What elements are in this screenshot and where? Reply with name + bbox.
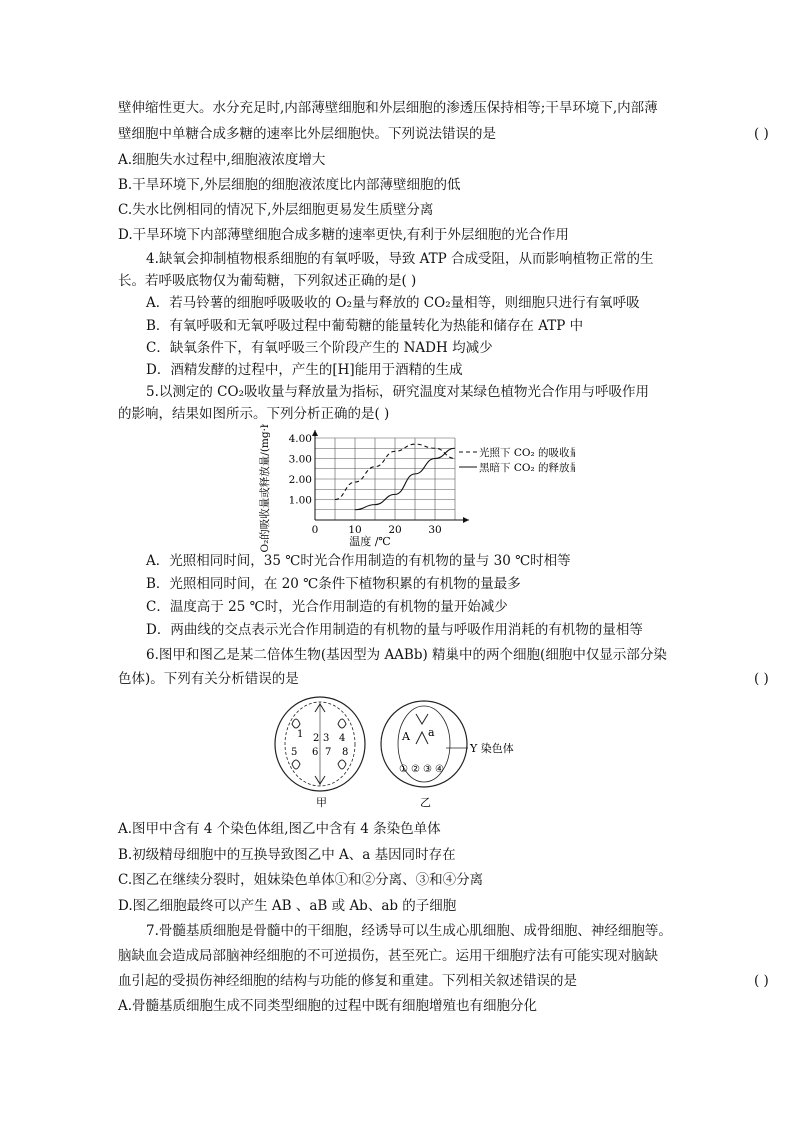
label-yi: 乙 (420, 796, 431, 809)
q7-stem-3 (118, 971, 769, 991)
chart-svg (255, 424, 575, 552)
q5-option-d: D．两曲线的交点表示光合作用制造的有机物的量与呼吸作用消耗的有机物的量相等 (146, 622, 643, 638)
x-axis-arrow (463, 517, 469, 523)
answer-paren: ( ) (754, 671, 769, 687)
q5-option-a: A．光照相同时间，35 ℃时光合作用制造的有机物的量与 30 ℃时相等 (146, 553, 571, 569)
q7-question: 血引起的受损伤神经细胞的结构与功能的修复和重建。下列相关叙述错误的是 (118, 973, 577, 989)
y-axis-arrow (312, 430, 318, 436)
q5-stem-1: 5.以测定的 CO₂吸收量与释放量为指标，研究温度对某绿色植物光合作用与呼吸作用 (146, 384, 649, 400)
q6-question: 色体)。下列有关分析错误的是 (118, 671, 299, 687)
y-tick-label: 1.00 (288, 494, 312, 507)
chromosome-number: 7 (325, 747, 332, 758)
cell-jia (275, 697, 365, 809)
q6-option-b: B.初级精母细胞中的互换导致图乙中 A、a 基因同时存在 (118, 847, 456, 863)
chromosome-number: 3 (323, 733, 330, 744)
q7-option-a: A.骨髓基质细胞生成不同类型细胞的过程中既有细胞增殖也有细胞分化 (118, 998, 538, 1014)
chart-xlabel: 温度 /℃ (349, 535, 391, 548)
chart-axes (312, 430, 469, 523)
x-tick-label: 0 (311, 524, 319, 536)
q5-option-c: C．温度高于 25 ℃时，光合作用制造的有机物的量开始减少 (146, 599, 508, 615)
chromosome-jia (338, 719, 346, 728)
q6-option-a: A.图甲中含有 4 个染色体组,图乙中含有 4 条染色单体 (118, 821, 441, 837)
q6-stem-1: 6.图甲和图乙是某二倍体生物(基因型为 AABb) 精巢中的两个细胞(细胞中仅显示部分染 (146, 647, 667, 663)
chromosome-jia (292, 719, 300, 728)
q6-stem-2 (118, 669, 769, 689)
y-tick-label: 2.00 (288, 474, 312, 486)
cell-diagrams (270, 692, 540, 816)
y-chromosome-label: Y 染色体 (470, 742, 514, 755)
x-tick-label: 30 (428, 524, 442, 536)
intro-line-1: 壁伸缩性更大。水分充足时,内部薄壁细胞和外层细胞的渗透压保持相等;干旱环境下,内部薄 (118, 100, 658, 116)
chromatid-number: ③ (423, 764, 432, 775)
chromatid-number: ① (399, 764, 408, 775)
q6-option-d: D.图乙细胞最终可以产生 AB 、aB 或 Ab、ab 的子细胞 (118, 898, 457, 914)
chromosome-number: 4 (339, 733, 346, 744)
chromosome-number: 1 (297, 729, 304, 740)
intro-option-c: C.失水比例相同的情况下,外层细胞更易发生质壁分离 (118, 202, 434, 218)
chromosome-jia (338, 760, 346, 769)
chromosome-number: 5 (291, 747, 298, 758)
q4-option-a: A．若马铃薯的细胞呼吸吸收的 O₂量与释放的 CO₂量相等，则细胞只进行有氧呼吸 (146, 295, 640, 311)
q4-option-c: C．缺氧条件下，有氧呼吸三个阶段产生的 NADH 均减少 (146, 340, 493, 356)
intro-option-a: A.细胞失水过程中,细胞液浓度增大 (118, 152, 326, 168)
chromosome-yi (416, 714, 428, 744)
q6-option-c: C.图乙在继续分裂时，姐妹染色单体①和②分离、③和④分离 (118, 872, 484, 888)
q7-stem-1: 7.骨髓基质细胞是骨髓中的干细胞，经诱导可以生成心肌细胞、成骨细胞、神经细胞等。 (146, 923, 672, 939)
chromosome-number: 8 (342, 747, 349, 758)
legend-label: 光照下 CO₂ 的吸收量 (479, 447, 575, 459)
cell-yi (381, 701, 514, 809)
q5-option-b: B．光照相同时间，在 20 ℃条件下植物积累的有机物的量最多 (146, 576, 521, 592)
y-tick-label: 4.00 (288, 433, 312, 445)
q7-stem-2: 脑缺血会造成局部脑神经细胞的不可逆损伤，甚至死亡。运用干细胞疗法有可能实现对脑缺 (118, 948, 658, 964)
co2-temperature-chart (255, 424, 575, 556)
intro-line-2 (118, 124, 769, 144)
legend-label: 黑暗下 CO₂ 的释放量 (479, 462, 575, 474)
answer-paren: ( ) (754, 973, 769, 989)
chromosome-jia (292, 760, 300, 769)
cell-diagrams-svg (270, 692, 540, 812)
q4-option-b: B．有氧呼吸和无氧呼吸过程中葡萄糖的能量转化为热能和储存在 ATP 中 (146, 318, 584, 334)
gene-label: A (402, 730, 410, 743)
q4-stem-1: 4.缺氧会抑制植物根系细胞的有氧呼吸，导致 ATP 合成受阻，从而影响植物正常的生 (146, 251, 654, 267)
intro-option-d: D.干旱环境下内部薄壁细胞合成多糖的速率更快,有利于外层细胞的光合作用 (118, 227, 569, 243)
intro-option-b: B.干旱环境下,外层细胞的细胞液浓度比内部薄壁细胞的低 (118, 177, 461, 193)
intro-question: 壁细胞中单糖合成多糖的速率比外层细胞快。下列说法错误的是 (118, 126, 496, 142)
gene-label: a (428, 726, 435, 739)
chart-legend (459, 446, 575, 474)
q4-option-d: D．酒精发酵的过程中，产生的[H]能用于酒精的生成 (146, 362, 463, 378)
y-tick-label: 3.00 (288, 453, 312, 466)
answer-paren: ( ) (754, 126, 769, 142)
chromosome-number: 6 (312, 747, 319, 758)
chromatid-number: ② (411, 764, 420, 775)
x-tick-label: 10 (348, 524, 362, 536)
x-tick-label: 20 (388, 524, 402, 536)
chart-grid (315, 438, 455, 520)
q5-stem-2: 的影响，结果如图所示。下列分析正确的是( ) (118, 406, 390, 422)
chromatid-number: ④ (435, 764, 444, 775)
chart-ylabel: CO₂的吸收量或释放量/(mg·h⁻¹) (259, 424, 271, 552)
label-jia: 甲 (316, 796, 327, 809)
chromosome-number: 2 (313, 733, 320, 744)
q4-stem-2: 长。若呼吸底物仅为葡萄糖，下列叙述正确的是( ) (118, 273, 417, 289)
